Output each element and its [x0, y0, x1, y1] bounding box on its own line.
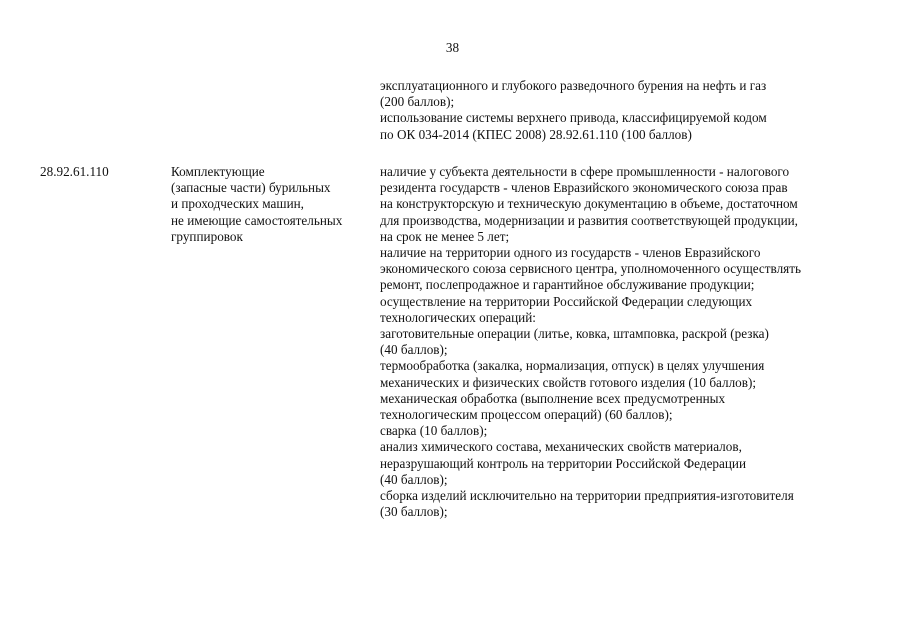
- product-code-cell: [40, 164, 160, 180]
- requirement-line: ремонт, послепродажное и гарантийное обслуживание продукции;: [380, 277, 755, 293]
- page-number-text: 38: [445, 40, 460, 55]
- requirements-cell: [380, 164, 880, 520]
- requirement-line: осуществление на территории Российской Федерации следующих: [380, 293, 753, 309]
- requirement-line: резидента государств - членов Евразийского экономического союза прав: [380, 180, 788, 196]
- requirement-line: (30 баллов);: [380, 504, 448, 520]
- requirement-line: сборка изделий исключительно на территории предприятия-изготовителя: [380, 488, 794, 504]
- name-line: группировок: [171, 228, 243, 244]
- requirement-line: термообработка (закалка, нормализация, отпуск) в целях улучшения: [380, 358, 765, 374]
- product-name-cell: [171, 164, 371, 245]
- name-line: Комплектующие: [171, 164, 265, 179]
- name-line: не имеющие самостоятельных: [171, 212, 343, 228]
- requirement-line: анализ химического состава, механических свойств материалов,: [380, 439, 742, 455]
- requirement-line: сварка (10 баллов);: [380, 423, 488, 439]
- requirement-line: неразрушающий контроль на территории Российской Федерации: [380, 455, 747, 471]
- requirement-line: на конструкторскую и техническую документацию в объеме, достаточном: [380, 196, 798, 212]
- requirement-line: (40 баллов);: [380, 342, 448, 358]
- text-line: использование системы верхнего привода, классифицируемой кодом: [380, 110, 767, 126]
- text-line: (200 баллов);: [380, 94, 455, 110]
- requirement-line: заготовительные операции (литье, ковка, штамповка, раскрой (резка): [380, 326, 769, 342]
- requirement-line: наличие у субъекта деятельности в сфере промышленности - налогового: [380, 164, 790, 179]
- page-number: [0, 40, 905, 56]
- continuation-text: [380, 78, 880, 143]
- requirement-line: механических и физических свойств готового изделия (10 баллов);: [380, 374, 757, 390]
- requirement-line: (40 баллов);: [380, 471, 448, 487]
- requirement-line: механическая обработка (выполнение всех предусмотренных: [380, 390, 726, 406]
- text-line: по ОК 034-2014 (КПЕС 2008) 28.92.61.110 (100 баллов): [380, 126, 692, 142]
- requirement-line: наличие на территории одного из государств - членов Евразийского: [380, 245, 761, 261]
- product-code: 28.92.61.110: [40, 164, 109, 179]
- requirement-line: для производства, модернизации и развития соответствующей продукции,: [380, 212, 798, 228]
- requirement-line: на срок не менее 5 лет;: [380, 228, 510, 244]
- requirement-line: технологических операций:: [380, 309, 536, 325]
- name-line: и проходческих машин,: [171, 196, 304, 212]
- requirement-line: экономического союза сервисного центра, уполномоченного осуществлять: [380, 261, 802, 277]
- name-line: (запасные части) бурильных: [171, 180, 331, 196]
- text-line: эксплуатационного и глубокого разведочного бурения на нефть и газ: [380, 78, 767, 93]
- requirement-line: технологическим процессом операций) (60 баллов);: [380, 407, 673, 423]
